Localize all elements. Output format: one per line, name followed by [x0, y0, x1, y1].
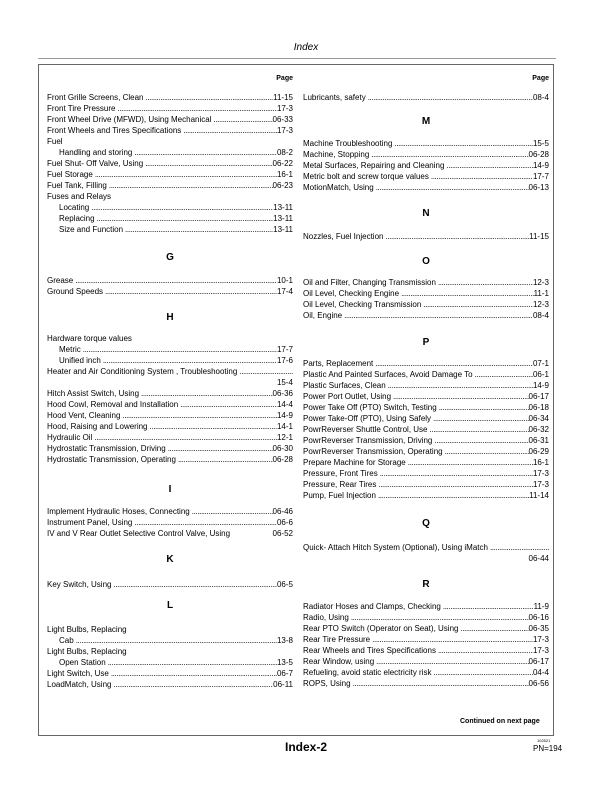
index-entry: [47, 506, 293, 517]
index-entry-text: Machine Troubleshooting: [303, 139, 393, 148]
index-entry-page: 17-7: [276, 345, 293, 354]
index-entry-page: 06-11: [273, 680, 293, 689]
index-entry-page: 06-52: [272, 529, 293, 538]
index-entry-page: 06-35: [528, 624, 549, 633]
index-entry-page: 17-3: [276, 126, 293, 135]
index-entry-text: Ground Speeds: [47, 287, 104, 296]
index-entry-text: Rear Window, using: [303, 657, 375, 666]
index-entry-page: 10-1: [276, 276, 293, 285]
dot-leader: [370, 634, 533, 645]
index-entry: [47, 679, 293, 690]
index-entry-text: Hydrostatic Transmission, Operating: [47, 455, 176, 464]
index-entry-text: Fuses and Relays: [47, 192, 112, 201]
dot-leader: [211, 114, 272, 125]
section-letter: K: [166, 554, 174, 565]
index-entry-text: Metric bolt and screw torque values: [303, 172, 429, 181]
index-entry: [47, 399, 293, 410]
index-entry: [47, 103, 293, 114]
dot-leader: [437, 402, 529, 413]
index-entry: [59, 224, 293, 235]
index-entry: [59, 213, 293, 224]
index-entry-text: Power Take-Off (PTO), Using Safely: [303, 414, 432, 423]
index-entry: [47, 125, 293, 136]
index-entry-text: Heater and Air Conditioning System , Troubleshooting: [47, 367, 238, 376]
index-entry-page: 06-34: [528, 414, 549, 423]
dot-leader: [349, 612, 529, 623]
index-entry: [303, 542, 549, 553]
index-entry-page: 06-33: [272, 115, 293, 124]
dot-leader: [444, 160, 533, 171]
index-entry-page: 14-9: [532, 381, 549, 390]
dot-leader: [376, 479, 533, 490]
index-entry-text: Rear Tire Pressure: [303, 635, 371, 644]
dot-leader: [429, 171, 533, 182]
index-entry-page: 11-15: [529, 232, 549, 241]
section-letter: P: [422, 337, 430, 348]
index-entry-text: Quick- Attach Hitch System (Optional), Using iMatch: [303, 543, 488, 552]
section-letter: L: [166, 600, 174, 611]
index-entry-page: 06-17: [528, 657, 549, 666]
index-entry-text: Light Bulbs, Replacing: [47, 625, 127, 634]
dot-leader: [115, 103, 277, 114]
index-entry: [47, 169, 293, 180]
index-entry-text: Oil and Filter, Changing Transmission: [303, 278, 436, 287]
index-entry: [47, 388, 293, 399]
index-entry-page: 16-1: [276, 170, 293, 179]
index-entry-page: 16-1: [532, 458, 549, 467]
index-entry-page: 17-3: [276, 104, 293, 113]
index-entry-text: Fuel: [47, 137, 63, 146]
index-entry-text: ROPS, Using: [303, 679, 351, 688]
dot-leader: [230, 528, 272, 539]
dot-leader: [73, 275, 277, 286]
index-entry-text: IV and V Rear Outlet Selective Control Valve, Using: [47, 529, 231, 538]
dot-leader: [488, 542, 549, 553]
dot-leader: [366, 92, 533, 103]
index-entry-page: 06-29: [528, 447, 549, 456]
index-entry: [303, 92, 549, 103]
index-entry-page: 06-30: [272, 444, 293, 453]
index-entry-text: PowrReverser Transmission, Operating: [303, 447, 443, 456]
index-entry: [47, 454, 293, 465]
index-entry: [47, 180, 293, 191]
index-entry-text: Fuel Tank, Filling: [47, 181, 107, 190]
index-entry: [303, 391, 549, 402]
dot-leader: [391, 391, 528, 402]
index-entry: [303, 182, 549, 193]
index-entry-text: Oil Level, Checking Engine: [303, 289, 400, 298]
index-entry: [47, 92, 293, 103]
dot-leader: [378, 468, 533, 479]
dot-leader: [132, 147, 277, 158]
index-entry: [47, 158, 293, 169]
index-entry-text: Radiator Hoses and Clamps, Checking: [303, 602, 441, 611]
index-entry: [303, 160, 549, 171]
index-entry-page: 17-7: [532, 172, 549, 181]
dot-leader: [111, 679, 273, 690]
dot-leader: [123, 224, 273, 235]
index-entry-page: 11-14: [529, 491, 549, 500]
index-entry: [303, 468, 549, 479]
dot-leader: [303, 553, 529, 564]
dot-leader: [421, 299, 533, 310]
index-entry-text: Unified inch: [59, 356, 101, 365]
index-entry: [47, 377, 293, 388]
index-entry-text: Metal Surfaces, Repairing and Cleaning: [303, 161, 445, 170]
index-entry: [303, 446, 549, 457]
index-entry-text: Cab: [59, 636, 74, 645]
index-entry-page: 06-6: [276, 518, 293, 527]
index-entry-text: Front Tire Pressure: [47, 104, 116, 113]
dot-leader: [127, 624, 293, 635]
index-entry-text: Fuel Storage: [47, 170, 93, 179]
index-entry-text: Parts, Replacement: [303, 359, 374, 368]
index-entry-page: 06-28: [528, 150, 549, 159]
index-entry-text: Front Wheels and Tires Specifications: [47, 126, 182, 135]
index-entry-page: 06-17: [528, 392, 549, 401]
index-entry: [303, 435, 549, 446]
index-entry-page: 06-44: [528, 554, 549, 563]
index-entry: [47, 286, 293, 297]
section-letter: R: [422, 579, 430, 590]
index-entry-page: 17-6: [276, 356, 293, 365]
right-page-label: Page: [532, 75, 549, 82]
index-entry-text: LoadMatch, Using: [47, 680, 112, 689]
index-entry: [303, 310, 549, 321]
footer-pn: PN=194: [533, 744, 563, 753]
index-entry-text: Plastic And Painted Surfaces, Avoid Damage To: [303, 370, 473, 379]
section-letter: I: [168, 484, 172, 495]
index-entry: [303, 402, 549, 413]
index-entry-page: 14-9: [276, 411, 293, 420]
index-entry-text: Nozzles, Fuel Injection: [303, 232, 384, 241]
index-entry-page: 14-9: [532, 161, 549, 170]
index-entry-text: Power Port Outlet, Using: [303, 392, 392, 401]
index-entry: [303, 678, 549, 689]
dot-leader: [406, 457, 533, 468]
index-entry-text: Pump, Fuel Injection: [303, 491, 376, 500]
index-entry-text: Hardware torque values: [47, 334, 132, 343]
dot-leader: [458, 623, 528, 634]
index-entry-page: 17-3: [532, 646, 549, 655]
index-entry: [47, 191, 293, 202]
index-entry: [303, 424, 549, 435]
index-entry-page: 13-11: [273, 225, 293, 234]
index-entry-text: Rear Wheels and Tires Specifications: [303, 646, 436, 655]
dot-leader: [111, 579, 277, 590]
index-entry-page: 04-4: [532, 668, 549, 677]
index-entry: [303, 656, 549, 667]
dot-leader: [237, 366, 293, 377]
dot-leader: [342, 310, 533, 321]
index-entry-text: Hydraulic Oil: [47, 433, 93, 442]
index-entry-page: 13-8: [276, 636, 293, 645]
index-entry: [47, 443, 293, 454]
index-entry-page: 06-1: [532, 370, 549, 379]
index-entry-text: Rear PTO Switch (Operator on Seat), Using: [303, 624, 459, 633]
index-entry-text: Pressure, Front Tires: [303, 469, 378, 478]
index-entry: [303, 413, 549, 424]
dot-leader: [178, 399, 277, 410]
index-entry-text: Lubricants, safety: [303, 93, 366, 102]
footer-page-number: Index-2: [284, 740, 327, 754]
index-entry-page: 11-1: [533, 289, 549, 298]
dot-leader: [95, 213, 274, 224]
index-entry: [47, 517, 293, 528]
index-entry-text: PowrReverser Shuttle Control, Use: [303, 425, 428, 434]
index-entry-page: 06-46: [272, 507, 293, 516]
index-entry-page: 06-56: [528, 679, 549, 688]
dot-leader: [106, 657, 277, 668]
index-entry-page: 07-1: [532, 359, 549, 368]
index-entry-text: Hood Vent, Cleaning: [47, 411, 121, 420]
dot-leader: [107, 180, 273, 191]
dot-leader: [473, 369, 533, 380]
index-entry-page: 06-13: [528, 183, 549, 192]
index-entry: [303, 667, 549, 678]
index-entry-page: 17-4: [276, 287, 293, 296]
dot-leader: [392, 138, 533, 149]
index-entry-text: Oil, Engine: [303, 311, 343, 320]
index-entry-text: Handling and storing: [59, 148, 133, 157]
index-entry-page: 14-1: [276, 422, 293, 431]
index-entry-text: Light Switch, Use: [47, 669, 109, 678]
dot-leader: [399, 288, 534, 299]
index-entry: [59, 202, 293, 213]
index-entry: [47, 275, 293, 286]
dot-leader: [436, 277, 533, 288]
index-entry: [59, 344, 293, 355]
dot-leader: [92, 432, 277, 443]
index-entry-page: 06-16: [528, 613, 549, 622]
dot-leader: [181, 125, 277, 136]
index-entry: [47, 646, 293, 657]
index-entry-text: Oil Level, Checking Transmission: [303, 300, 422, 309]
index-entry-page: 17-3: [532, 480, 549, 489]
page-header-title: Index: [293, 42, 319, 53]
index-entry-page: 12-3: [532, 300, 549, 309]
dot-leader: [351, 678, 529, 689]
dot-leader: [374, 182, 529, 193]
dot-leader: [139, 388, 273, 399]
index-entry: [47, 333, 293, 344]
index-entry-page: 06-28: [272, 455, 293, 464]
index-entry-page: 11-9: [533, 602, 549, 611]
index-entry: [47, 421, 293, 432]
index-entry-text: Open Station: [59, 658, 106, 667]
index-entry-text: Implement Hydraulic Hoses, Connecting: [47, 507, 190, 516]
index-entry-text: Front Grille Screens, Clean: [47, 93, 144, 102]
index-entry: [47, 432, 293, 443]
index-entry: [303, 612, 549, 623]
dot-leader: [89, 202, 273, 213]
index-entry-page: 08-2: [276, 148, 293, 157]
index-entry-page: 13-11: [273, 214, 293, 223]
index-entry: [303, 171, 549, 182]
dot-leader: [431, 413, 528, 424]
index-entry-page: 06-7: [276, 669, 293, 678]
index-entry-text: Front Wheel Drive (MFWD), Using Mechanical: [47, 115, 212, 124]
index-entry-text: Locating: [59, 203, 90, 212]
dot-leader: [143, 158, 272, 169]
index-entry-text: Metric: [59, 345, 81, 354]
header-rule: [38, 58, 556, 59]
index-entry: [47, 668, 293, 679]
dot-leader: [127, 646, 293, 657]
index-entry-text: Grease: [47, 276, 74, 285]
index-entry-page: 08-4: [532, 93, 549, 102]
dot-leader: [103, 286, 277, 297]
dot-leader: [428, 424, 529, 435]
index-entry-page: 12-1: [276, 433, 293, 442]
dot-leader: [376, 490, 529, 501]
dot-leader: [190, 506, 273, 517]
dot-leader: [443, 446, 529, 457]
index-entry-text: Light Bulbs, Replacing: [47, 647, 127, 656]
index-entry-page: 06-18: [528, 403, 549, 412]
dot-leader: [386, 380, 533, 391]
index-entry: [47, 136, 293, 147]
dot-leader: [373, 358, 533, 369]
dot-leader: [47, 377, 277, 388]
index-entry: [303, 231, 549, 242]
section-letter: Q: [422, 518, 430, 529]
index-entry: [59, 657, 293, 668]
dot-leader: [81, 344, 277, 355]
index-entry: [59, 355, 293, 366]
index-entry: [47, 410, 293, 421]
index-entry: [59, 147, 293, 158]
index-entry: [47, 579, 293, 590]
dot-leader: [111, 191, 293, 202]
section-letter: O: [422, 256, 430, 267]
index-entry: [47, 366, 293, 377]
index-entry: [303, 479, 549, 490]
index-entry: [303, 553, 549, 564]
index-entry-text: MotionMatch, Using: [303, 183, 374, 192]
dot-leader: [120, 410, 277, 421]
index-entry-page: 17-3: [532, 635, 549, 644]
index-entry: [303, 138, 549, 149]
index-entry-page: 06-36: [272, 389, 293, 398]
section-letter: G: [166, 252, 174, 263]
dot-leader: [166, 443, 273, 454]
dot-leader: [132, 517, 277, 528]
index-entry-page: 14-4: [276, 400, 293, 409]
footer-code: 102521: [537, 738, 551, 743]
index-entry: [303, 490, 549, 501]
index-entry-text: Power Take Off (PTO) Switch, Testing: [303, 403, 437, 412]
index-entry: [303, 634, 549, 645]
index-entry-page: 08-4: [532, 311, 549, 320]
index-entry: [47, 528, 293, 539]
dot-leader: [109, 668, 277, 679]
dot-leader: [101, 355, 277, 366]
left-page-label: Page: [276, 75, 293, 82]
index-entry-text: Refueling, avoid static electricity risk: [303, 668, 432, 677]
index-entry: [303, 288, 549, 299]
index-entry-page: 06-32: [528, 425, 549, 434]
index-entry: [303, 623, 549, 634]
index-entry-page: 06-5: [276, 580, 293, 589]
index-entry-text: Size and Function: [59, 225, 124, 234]
index-entry: [303, 299, 549, 310]
index-entry: [303, 277, 549, 288]
dot-leader: [441, 601, 534, 612]
index-entry-text: Pressure, Rear Tires: [303, 480, 377, 489]
section-letter: H: [166, 312, 174, 323]
index-entry: [303, 457, 549, 468]
dot-leader: [148, 421, 277, 432]
dot-leader: [143, 92, 273, 103]
index-entry: [303, 645, 549, 656]
index-entry: [47, 624, 293, 635]
index-entry: [303, 380, 549, 391]
dot-leader: [432, 667, 533, 678]
dot-leader: [176, 454, 273, 465]
index-entry-text: Plastic Surfaces, Clean: [303, 381, 386, 390]
index-entry-page: 15-4: [276, 378, 293, 387]
index-entry-text: Machine, Stopping: [303, 150, 370, 159]
dot-leader: [383, 231, 529, 242]
dot-leader: [74, 635, 277, 646]
dot-leader: [436, 645, 533, 656]
index-entry: [303, 601, 549, 612]
index-entry-text: Hood, Raising and Lowering: [47, 422, 148, 431]
index-entry-page: 13-5: [276, 658, 293, 667]
continued-note: Continued on next page: [460, 718, 540, 725]
index-entry-text: Key Switch, Using: [47, 580, 112, 589]
index-entry-text: Replacing: [59, 214, 95, 223]
index-entry-text: Hitch Assist Switch, Using: [47, 389, 140, 398]
index-entry-page: 11-15: [273, 93, 293, 102]
index-entry-text: Fuel Shut- Off Valve, Using: [47, 159, 144, 168]
index-entry-page: 17-3: [532, 469, 549, 478]
section-letter: M: [421, 116, 431, 127]
index-entry-page: 13-11: [273, 203, 293, 212]
index-entry-text: Radio, Using: [303, 613, 349, 622]
index-entry-page: 15-5: [532, 139, 549, 148]
index-entry-page: 06-31: [528, 436, 549, 445]
index-entry-text: Prepare Machine for Storage: [303, 458, 406, 467]
index-entry-text: Hood Cowl, Removal and Installation: [47, 400, 179, 409]
index-entry: [303, 149, 549, 160]
index-entry: [59, 635, 293, 646]
dot-leader: [369, 149, 528, 160]
dot-leader: [132, 333, 293, 344]
dot-leader: [93, 169, 277, 180]
dot-leader: [432, 435, 528, 446]
index-entry-page: 06-23: [272, 181, 293, 190]
index-entry-text: Hydrostatic Transmission, Driving: [47, 444, 166, 453]
index-entry-page: 06-22: [272, 159, 293, 168]
section-letter: N: [422, 208, 430, 219]
index-entry-text: PowrReverser Transmission, Driving: [303, 436, 433, 445]
index-entry: [303, 369, 549, 380]
index-entry: [47, 114, 293, 125]
index-entry-page: 12-3: [532, 278, 549, 287]
index-frame: [38, 64, 554, 736]
index-entry-text: Instrument Panel, Using: [47, 518, 133, 527]
dot-leader: [63, 136, 293, 147]
index-entry: [303, 358, 549, 369]
dot-leader: [374, 656, 528, 667]
